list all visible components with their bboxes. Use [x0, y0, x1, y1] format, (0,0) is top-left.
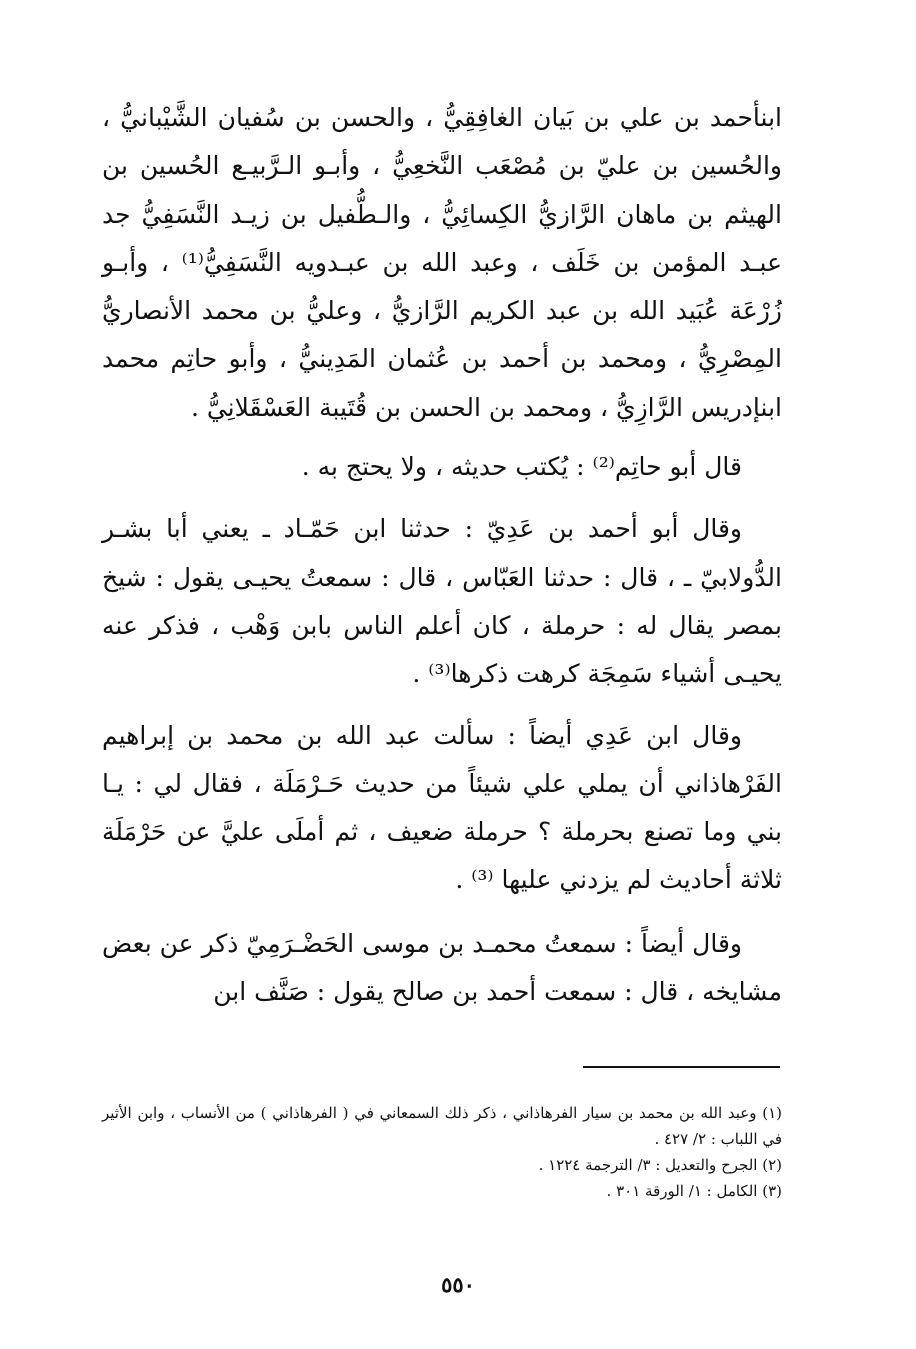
footnotes — [102, 1100, 782, 1204]
paragraph-ibn-adi-also: وقال ابن عَدِي أيضاً : سألت عبد الله بن محمد بن إبراهيم الفَرْهاذاني أن يملي علي شيئاً من حديث حَـرْمَلَة ، فقال لي : يـا بني وما تصنع بحرملة ؟ حرملة ضعيف ، ثم أملَى عليَّ عن حَرْمَلَة ثلاثة أحاديث لم يزدني عليها ⁽³⁾ . — [102, 720, 782, 895]
paragraph-hadrami: وقال أيضاً : سمعتُ محمـد بن موسى الحَضْـرَمِيّ ذكر عن بعض مشايخه ، قال : سمعت أحمد بن صالح يقول : صَنَّف ابن — [102, 928, 782, 1007]
paragraph-ibn-adi: وقال أبو أحمد بن عَدِيّ : حدثنا ابن حَمّـاد ـ يعني أبا بشـر الدُّولابيّ ـ ، قال : حدثنا العَبّاس ، قال : سمعتُ يحيـى يقول : شيخ بمصر يقال له : حرملة ، كان أعلم الناس بابن وَهْب ، فذكر عنه يحيـى أشياء سَمِجَة كرهت ذكرها⁽³⁾ . — [102, 514, 782, 689]
footnote-divider — [583, 1066, 780, 1068]
paragraph-abu-hatim: قال أبو حاتِم⁽²⁾ : يُكتب حديثه ، ولا يحتج به . — [301, 452, 742, 482]
paragraph-narrators: ابنأحمد بن علي بن بَيان الغافِقِيُّ ، والحسن بن سُفيان الشَّيْبانيُّ ، والحُسين بن عليّ بن مُصْعَب النَّخعِيُّ ، وأبـو الـرَّبيـع الحُسين بن الهيثم بن ماهان الرَّازيُّ الكِسائِيُّ ، والـطُّفيل بن زيـد النَّسَفِيُّ جد عبـد المؤمن بن خَلَف ، وعبد الله بن عبـدويه النَّسَفِيُّ⁽¹⁾ ، وأبـو زُرْعَة عُبَيد الله بن عبد الكريم الرَّازيُّ ، وعليُّ بن محمد الأنصاريُّ المِصْرِيُّ ، ومحمد بن أحمد بن عُثمان المَدِينيُّ ، وأبو حاتِم محمد ابنإدريس الرَّازِيُّ ، ومحمد بن الحسن بن قُتَيبة العَسْقَلانِيُّ . — [102, 103, 782, 422]
footnote-2: (٢) الجرح والتعديل : ٣/ الترجمة ١٢٢٤ . — [538, 1156, 782, 1174]
footnote-3: (٣) الكامل : ١/ الورقة ٣٠١ . — [606, 1182, 782, 1200]
page-number: ٥٥٠ — [441, 1272, 475, 1297]
footnote-1: (١) وعبد الله بن محمد بن سيار الفرهاذاني ، ذكر ذلك السمعاني في ( الفرهاذاني ) من الأنساب ، وابن الأثير في اللباب : ٢/ ٤٢٧ . — [102, 1104, 782, 1148]
main-text — [102, 94, 782, 1016]
